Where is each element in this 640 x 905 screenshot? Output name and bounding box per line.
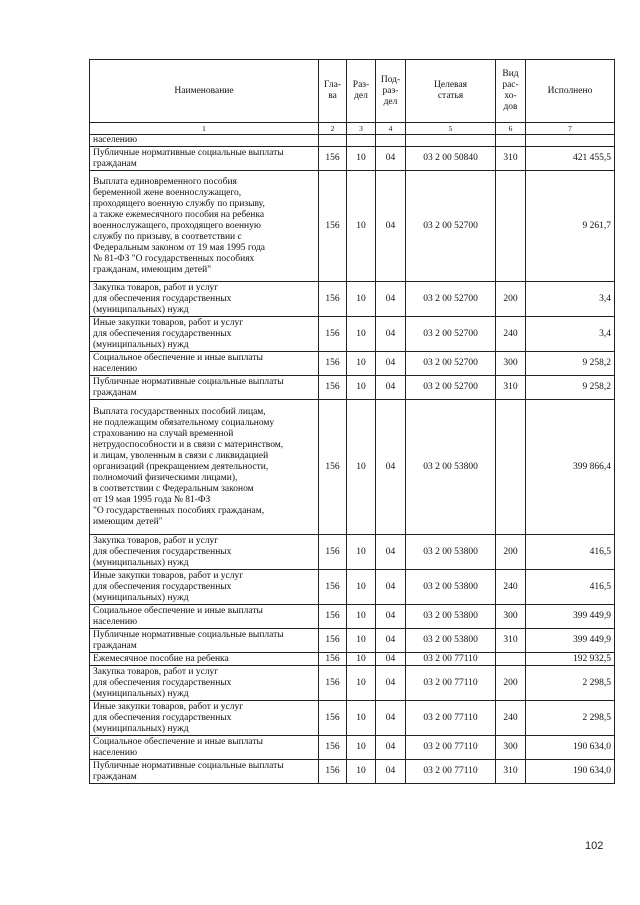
cell-glava <box>319 135 347 147</box>
cell-razdel: 10 <box>347 605 376 629</box>
cell-vid: 310 <box>496 629 526 653</box>
cell-razdel <box>347 135 376 147</box>
cell-vid: 300 <box>496 736 526 760</box>
cell-target: 03 2 00 77110 <box>406 760 496 784</box>
cell-target: 03 2 00 52700 <box>406 171 496 282</box>
cell-amount: 192 932,5 <box>526 653 615 666</box>
cell-glava: 156 <box>319 736 347 760</box>
cell-razdel: 10 <box>347 376 376 400</box>
cell-amount: 399 449,9 <box>526 605 615 629</box>
table-row <box>90 570 615 605</box>
cell-target: 03 2 00 50840 <box>406 147 496 171</box>
header-razdel: Раз- дел <box>347 60 376 123</box>
cell-razdel: 10 <box>347 352 376 376</box>
header-target: Целевая статья <box>406 60 496 123</box>
cell-amount: 9 258,2 <box>526 376 615 400</box>
cell-podrazdel: 04 <box>376 535 406 570</box>
table-row <box>90 282 615 317</box>
cell-glava: 156 <box>319 282 347 317</box>
cell-name: Публичные нормативные социальные выплаты гражданам <box>90 760 319 784</box>
table-row <box>90 736 615 760</box>
table-row <box>90 535 615 570</box>
cell-vid: 300 <box>496 352 526 376</box>
table-row <box>90 352 615 376</box>
page-number: 102 <box>585 840 604 852</box>
cell-vid: 200 <box>496 282 526 317</box>
cell-vid: 310 <box>496 376 526 400</box>
header-vid: Вид рас- хо- дов <box>496 60 526 123</box>
cell-target: 03 2 00 52700 <box>406 352 496 376</box>
cell-target: 03 2 00 53800 <box>406 629 496 653</box>
table-body <box>90 135 615 784</box>
cell-vid: 240 <box>496 317 526 352</box>
cell-amount: 3,4 <box>526 282 615 317</box>
cell-name: Публичные нормативные социальные выплаты гражданам <box>90 629 319 653</box>
cell-glava: 156 <box>319 400 347 535</box>
table-row <box>90 701 615 736</box>
cell-name: Социальное обеспечение и иные выплаты населению <box>90 736 319 760</box>
cell-amount: 416,5 <box>526 535 615 570</box>
cell-name: Иные закупки товаров, работ и услуг для обеспечения государственных (муниципальных) нужд <box>90 701 319 736</box>
cell-target: 03 2 00 53800 <box>406 605 496 629</box>
cell-podrazdel: 04 <box>376 760 406 784</box>
cell-glava: 156 <box>319 605 347 629</box>
cell-amount: 9 258,2 <box>526 352 615 376</box>
cell-razdel: 10 <box>347 147 376 171</box>
cell-podrazdel: 04 <box>376 282 406 317</box>
cell-vid <box>496 135 526 147</box>
cell-name: Иные закупки товаров, работ и услуг для обеспечения государственных (муниципальных) нужд <box>90 570 319 605</box>
column-number: 2 <box>319 123 347 135</box>
cell-razdel: 10 <box>347 400 376 535</box>
column-number: 1 <box>90 123 319 135</box>
cell-podrazdel: 04 <box>376 605 406 629</box>
table-row <box>90 605 615 629</box>
cell-razdel: 10 <box>347 760 376 784</box>
cell-target: 03 2 00 53800 <box>406 400 496 535</box>
cell-name: Выплата единовременного пособия беременной жене военнослужащего, проходящего военную службу по призыву, а также ежемесячного пособия на ребенка военнослужащего, проходящего военную службу по призыву, в соответствии с Федеральным законом от 19 мая 1995 года № 81-ФЗ "О государственных пособиях гражданам, имеющим детей" <box>90 171 319 282</box>
cell-podrazdel: 04 <box>376 317 406 352</box>
cell-podrazdel: 04 <box>376 352 406 376</box>
cell-amount: 3,4 <box>526 317 615 352</box>
cell-target: 03 2 00 52700 <box>406 317 496 352</box>
table-row <box>90 135 615 147</box>
budget-table <box>89 59 615 784</box>
cell-target: 03 2 00 77110 <box>406 653 496 666</box>
cell-name: Выплата государственных пособий лицам, не подлежащим обязательному социальному страхованию на случай временной нетрудоспособности и в связи с материнством, и лицам, уволенным в связи с ликвидацией организаций (прекращением деятельности, полномочий физическими лицами), в соответствии с Федеральным законом от 19 мая 1995 года № 81-ФЗ "О государственных пособиях гражданам, имеющим детей" <box>90 400 319 535</box>
cell-razdel: 10 <box>347 171 376 282</box>
column-number-row <box>90 123 615 135</box>
table-row <box>90 629 615 653</box>
cell-podrazdel: 04 <box>376 629 406 653</box>
cell-amount: 399 866,4 <box>526 400 615 535</box>
header-name: Наименование <box>90 60 319 123</box>
cell-name: Социальное обеспечение и иные выплаты населению <box>90 352 319 376</box>
header-done: Исполнено <box>526 60 615 123</box>
table-row <box>90 666 615 701</box>
cell-podrazdel: 04 <box>376 653 406 666</box>
cell-vid <box>496 171 526 282</box>
cell-glava: 156 <box>319 666 347 701</box>
cell-glava: 156 <box>319 147 347 171</box>
cell-vid: 310 <box>496 760 526 784</box>
header-glava: Гла- ва <box>319 60 347 123</box>
cell-name: Иные закупки товаров, работ и услуг для обеспечения государственных (муниципальных) нужд <box>90 317 319 352</box>
cell-target: 03 2 00 77110 <box>406 666 496 701</box>
cell-amount: 190 634,0 <box>526 736 615 760</box>
table-row <box>90 171 615 282</box>
column-number: 5 <box>406 123 496 135</box>
table-row <box>90 760 615 784</box>
cell-glava: 156 <box>319 535 347 570</box>
cell-name: Закупка товаров, работ и услуг для обеспечения государственных (муниципальных) нужд <box>90 535 319 570</box>
header-podrazdel: Под- раз- дел <box>376 60 406 123</box>
cell-vid: 240 <box>496 701 526 736</box>
column-number: 3 <box>347 123 376 135</box>
column-number: 4 <box>376 123 406 135</box>
cell-name: Закупка товаров, работ и услуг для обеспечения государственных (муниципальных) нужд <box>90 666 319 701</box>
cell-razdel: 10 <box>347 701 376 736</box>
cell-vid: 300 <box>496 605 526 629</box>
cell-razdel: 10 <box>347 317 376 352</box>
cell-glava: 156 <box>319 317 347 352</box>
cell-name: Публичные нормативные социальные выплаты гражданам <box>90 147 319 171</box>
cell-vid <box>496 400 526 535</box>
cell-amount: 190 634,0 <box>526 760 615 784</box>
cell-podrazdel: 04 <box>376 400 406 535</box>
cell-name: Социальное обеспечение и иные выплаты населению <box>90 605 319 629</box>
cell-name: Публичные нормативные социальные выплаты гражданам <box>90 376 319 400</box>
cell-amount: 399 449,9 <box>526 629 615 653</box>
cell-target: 03 2 00 77110 <box>406 701 496 736</box>
cell-podrazdel: 04 <box>376 666 406 701</box>
cell-vid: 310 <box>496 147 526 171</box>
table-row <box>90 147 615 171</box>
cell-podrazdel: 04 <box>376 736 406 760</box>
table-row <box>90 317 615 352</box>
cell-razdel: 10 <box>347 282 376 317</box>
cell-glava: 156 <box>319 629 347 653</box>
cell-podrazdel: 04 <box>376 147 406 171</box>
cell-razdel: 10 <box>347 653 376 666</box>
cell-name: Закупка товаров, работ и услуг для обеспечения государственных (муниципальных) нужд <box>90 282 319 317</box>
cell-razdel: 10 <box>347 666 376 701</box>
cell-razdel: 10 <box>347 535 376 570</box>
table-row <box>90 376 615 400</box>
cell-glava: 156 <box>319 653 347 666</box>
cell-amount: 421 455,5 <box>526 147 615 171</box>
cell-vid: 200 <box>496 535 526 570</box>
cell-glava: 156 <box>319 171 347 282</box>
cell-amount: 2 298,5 <box>526 701 615 736</box>
cell-podrazdel <box>376 135 406 147</box>
cell-podrazdel: 04 <box>376 701 406 736</box>
cell-amount: 2 298,5 <box>526 666 615 701</box>
cell-target: 03 2 00 53800 <box>406 570 496 605</box>
cell-podrazdel: 04 <box>376 376 406 400</box>
header-row <box>90 60 615 123</box>
cell-vid: 200 <box>496 666 526 701</box>
cell-name: Ежемесячное пособие на ребенка <box>90 653 319 666</box>
cell-razdel: 10 <box>347 736 376 760</box>
cell-glava: 156 <box>319 352 347 376</box>
cell-razdel: 10 <box>347 570 376 605</box>
cell-amount: 416,5 <box>526 570 615 605</box>
cell-name: населению <box>90 135 319 147</box>
cell-target: 03 2 00 53800 <box>406 535 496 570</box>
column-number: 7 <box>526 123 615 135</box>
cell-target: 03 2 00 52700 <box>406 282 496 317</box>
cell-target: 03 2 00 52700 <box>406 376 496 400</box>
cell-vid <box>496 653 526 666</box>
column-number: 6 <box>496 123 526 135</box>
table-row <box>90 400 615 535</box>
cell-target <box>406 135 496 147</box>
cell-podrazdel: 04 <box>376 570 406 605</box>
cell-target: 03 2 00 77110 <box>406 736 496 760</box>
cell-amount: 9 261,7 <box>526 171 615 282</box>
cell-vid: 240 <box>496 570 526 605</box>
cell-amount <box>526 135 615 147</box>
cell-glava: 156 <box>319 701 347 736</box>
cell-glava: 156 <box>319 376 347 400</box>
cell-glava: 156 <box>319 760 347 784</box>
cell-glava: 156 <box>319 570 347 605</box>
table-row <box>90 653 615 666</box>
cell-podrazdel: 04 <box>376 171 406 282</box>
cell-razdel: 10 <box>347 629 376 653</box>
